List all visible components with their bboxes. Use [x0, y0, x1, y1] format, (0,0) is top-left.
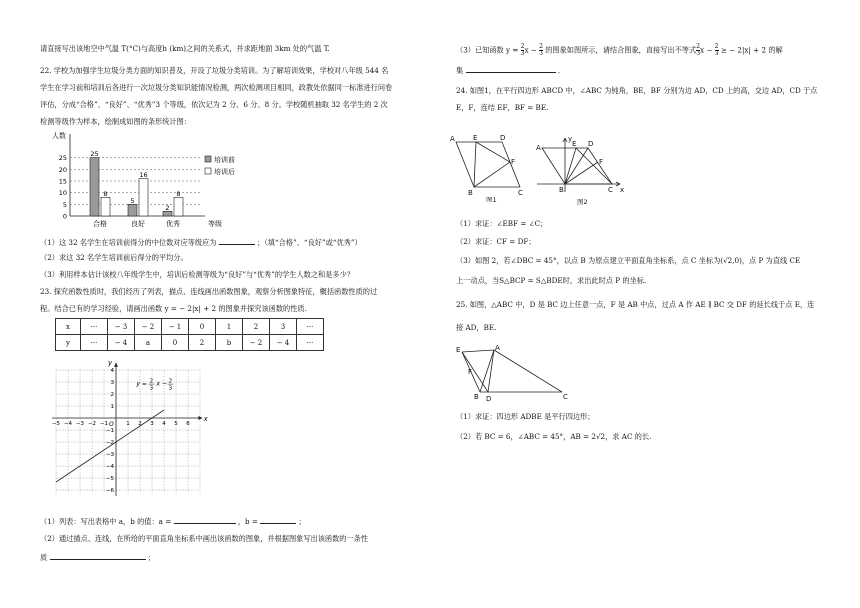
table-cell: 1 [216, 319, 243, 335]
table-row-y [56, 335, 324, 351]
question-24-part2: （2）求证：CF = DF； [456, 237, 536, 246]
label-A: A [450, 135, 455, 143]
x-tick-label: −2 [87, 421, 97, 427]
bar-after [101, 197, 110, 216]
answer-blank[interactable] [219, 236, 255, 245]
y-tick-label: 0 [62, 212, 67, 221]
table-cell: − 4 [108, 335, 135, 351]
bar-chart [30, 128, 290, 236]
svg-text:3: 3 [168, 385, 173, 392]
table-cell: y [56, 335, 81, 351]
y-tick-label: −4 [105, 464, 114, 470]
legend-swatch [205, 168, 211, 174]
y-tick-label: −5 [105, 476, 114, 482]
question-25-part2: （2）若 BC = 6，∠ABC = 45°，AB = 2√2，求 AC 的长. [456, 432, 652, 441]
category-label: 合格 [93, 220, 107, 228]
question-22-line4: 检测等级作为样本，绘制成如图的条形统计图： [40, 117, 191, 126]
value-table [55, 318, 324, 351]
table-cell: ··· [297, 335, 324, 351]
svg-text:C: C [608, 186, 613, 194]
x-tick-label: 2 [138, 421, 142, 427]
y-tick-label: 20 [58, 165, 67, 174]
svg-text:A: A [495, 344, 500, 352]
answer-blank-b[interactable] [260, 515, 296, 524]
legend-label: 培训前 [214, 156, 235, 164]
figure-caption: 图1 [486, 196, 497, 202]
table-cell: − 4 [270, 335, 297, 351]
svg-text:F: F [468, 368, 473, 376]
x-tick-label: 1 [126, 421, 130, 427]
question-25-line1: 25. 如图，△ABC 中，D 是 BC 边上任意一点，F 是 AB 中点，过点 A 作 AE ∥ BC 交 DF 的延长线于点 E，连 [456, 300, 815, 309]
question-24-line2: E，F，连结 EF，BF = BE. [456, 103, 549, 112]
question-23-part3-answer: 集 . [456, 66, 561, 75]
data-label: 8 [176, 189, 181, 198]
question-25-line2: 接 AD，BE. [456, 323, 497, 332]
svg-text:A: A [536, 144, 541, 152]
data-label: 16 [139, 171, 148, 180]
svg-text:D: D [486, 395, 492, 403]
answer-blank-a[interactable] [174, 515, 236, 524]
x-tick-label: 4 [162, 421, 166, 427]
y-tick-label: 4 [110, 368, 114, 374]
bar-after [139, 179, 148, 216]
question-23-line1: 23. 探究函数性质时，我们经历了列表，描点、连线画出函数图象，观察分析图象特征，概括函数性质的过 [40, 287, 378, 296]
question-25-part1: （1）求证：四边形 ADBE 是平行四边形； [456, 412, 595, 421]
bar-before [128, 204, 137, 216]
y-tick-label: 2 [110, 392, 114, 398]
svg-text:3: 3 [149, 385, 154, 392]
text-line: 请直接写出该地空中气温 T(°C)与高度h (km)之间的关系式，并求距地面 3km 处的气温 T. [40, 44, 330, 53]
label-C: C [518, 189, 523, 197]
table-cell: − 2 [243, 335, 270, 351]
data-label: 2 [165, 203, 170, 212]
question-22-line3: 评估，分成“合格”、“良好”、“优秀”3 个等级，依次记为 2 分、6 分、8 分。学校随机抽取 32 名学生的 2 次 [40, 100, 388, 109]
svg-text:C: C [563, 393, 568, 401]
table-cell: 3 [270, 319, 297, 335]
figure-1 [446, 132, 546, 202]
category-label: 良好 [131, 220, 145, 228]
question-23-part3: （3）已知函数 y = $\frac{2}{3}$ x − $\frac{2}{3}$ 的图象如图所示，请结合图象，直接写出不等式 $\frac{2}{3}$ x − $\frac{2}{3}$ ≥ − 2|x| + 2 的解 [456, 43, 783, 57]
question-22-part1 [40, 236, 362, 248]
svg-text:F: F [599, 158, 604, 166]
label-D: D [500, 134, 506, 142]
question-24-line1: 24. 如图1，在平行四边形 ABCD 中，∠ABC 为钝角，BE，BF 分别为边 AD，CD 上的高，交边 AD，CD 于点 [456, 86, 818, 95]
x-tick-label: −1 [99, 421, 109, 427]
question-22-line1: 22. 学校为加强学生垃圾分类方面的知识普及，开设了垃圾分类培训。为了解培训效果，学校对八年级 544 名 [40, 66, 389, 75]
question-24-part1: （1）求证：∠EBF = ∠C； [456, 219, 548, 228]
origin-label: O [109, 421, 114, 428]
table-row-x [56, 319, 324, 335]
y-tick-label: −2 [105, 440, 114, 446]
svg-text:E: E [456, 346, 461, 354]
table-cell: a [135, 335, 162, 351]
x-tick-label: −5 [52, 421, 61, 427]
x-tick-label: −4 [63, 421, 73, 427]
svg-text:B: B [559, 186, 564, 194]
table-cell: 0 [162, 335, 189, 351]
figure-25 [450, 342, 600, 404]
y-tick-label: 25 [58, 154, 67, 163]
p1-text-b: ，b = [237, 517, 258, 526]
p1-text: （1）列表：写出表格中 a，b 的值：a = [40, 517, 172, 526]
x-axis-label: 等级 [208, 220, 222, 228]
bar-after [174, 197, 183, 216]
question-24-part3-line2: 上一动点，当S△BCP = S△BDE时，求出此时点 P 的坐标. [456, 276, 647, 285]
svg-text:2: 2 [168, 378, 173, 385]
y-tick-label: −1 [105, 428, 114, 434]
x-tick-label: 5 [174, 421, 178, 427]
x-tick-label: 6 [186, 421, 190, 427]
question-23-part2: （2）通过描点、连线，在所给的平面直角坐标系中画出该函数的图象，并根据图象写出该函数的一条性 [40, 534, 369, 543]
label-B: B [468, 189, 473, 197]
q1-text-end: ；（填“合格”、“良好”或“优秀”） [257, 238, 362, 247]
legend-label: 培训后 [214, 168, 235, 176]
svg-text:D: D [588, 140, 594, 148]
question-24-part3-line1: （3）如图 2，若∠DBC = 45°，以点 B 为原点建立平面直角坐标系，点 C 坐标为(√2,0)，点 P 为直线 CE [456, 256, 801, 265]
y-tick-label: 1 [110, 404, 114, 410]
data-label: 25 [90, 150, 99, 159]
q1-text: （1）这 32 名学生在培训前得分的中位数对应等级应为 [40, 238, 217, 247]
table-cell: ··· [81, 335, 108, 351]
table-cell: 0 [189, 319, 216, 335]
answer-blank-solution[interactable] [466, 64, 556, 73]
y-axis-label: y [108, 360, 113, 368]
x-tick-label: 3 [150, 421, 154, 427]
table-cell: − 1 [162, 319, 189, 335]
svg-text:B: B [474, 393, 479, 401]
table-cell: ··· [297, 319, 324, 335]
category-label: 优秀 [166, 220, 180, 228]
bar-before [90, 158, 99, 216]
x-tick-label: −3 [75, 421, 85, 427]
table-cell: − 2 [135, 319, 162, 335]
table-cell: b [216, 335, 243, 351]
y-tick-label: −3 [105, 452, 114, 458]
table-cell: ··· [81, 319, 108, 335]
question-22-part3: （3）利用样本估计该校八年级学生中，培训后检测等级为“良好”与“优秀”的学生人数之和是多少？ [40, 270, 354, 279]
figure-caption: 图2 [577, 198, 588, 206]
table-cell: 2 [189, 335, 216, 351]
question-22-line2: 学生在学习前和培训后各进行一次垃圾分类知识能情况检测，两次检测项目相同，政教处依据同一标准进行问卷 [40, 83, 393, 92]
bar-before [163, 211, 172, 216]
x-axis-label: x [203, 415, 208, 423]
question-23-line2: 程。结合已有的学习经验，请画出函数 y = − 2|x| + 2 的图象并探究该函数的性质. [40, 304, 307, 313]
question-23-part1: （1）列表：写出表格中 a，b 的值：a = ，b = ； [40, 517, 306, 526]
y-tick-label: 5 [62, 200, 67, 209]
svg-text:x −: x − [156, 380, 167, 388]
y-axis-label: 人数 [52, 132, 66, 140]
data-label: 5 [130, 196, 135, 205]
label-E: E [473, 134, 478, 142]
label-F: F [511, 158, 516, 166]
svg-text:2: 2 [149, 378, 154, 385]
question-23-part2-end: 质 ； [40, 553, 155, 562]
y-tick-label: 3 [110, 380, 114, 386]
table-cell: − 3 [108, 319, 135, 335]
svg-text:y: y [568, 135, 573, 143]
figure-2 [532, 126, 632, 206]
table-cell: 2 [243, 319, 270, 335]
table-cell: x [56, 319, 81, 335]
question-22-part2: （2）求这 32 名学生培训前后得分的平均分。 [40, 253, 188, 262]
svg-text:E: E [572, 140, 577, 148]
coordinate-graph [52, 360, 222, 508]
y-tick-label: 10 [58, 189, 67, 198]
line-label: y = [136, 380, 147, 388]
y-tick-label: 15 [58, 177, 67, 186]
svg-text:x: x [620, 186, 625, 194]
data-label: 8 [103, 189, 108, 198]
legend-swatch [205, 156, 211, 162]
answer-blank-property[interactable] [50, 551, 146, 560]
y-tick-label: −6 [105, 488, 114, 494]
